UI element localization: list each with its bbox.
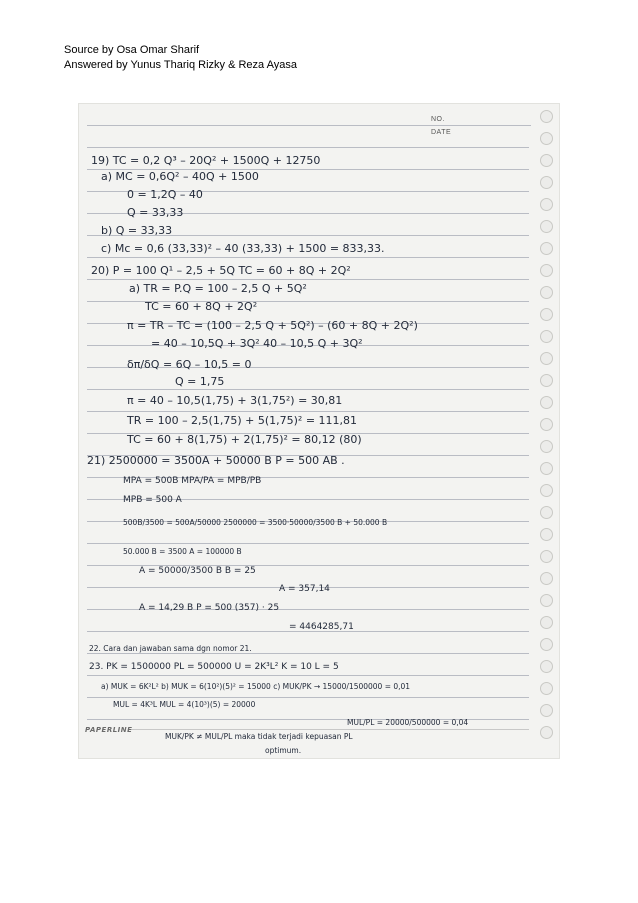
- q20-line-10: TC = 60 + 8(1,75) + 2(1,75)² = 80,12 (80): [127, 433, 362, 446]
- ruled-line: [87, 147, 529, 148]
- binder-hole: [540, 352, 553, 365]
- binder-hole: [540, 550, 553, 563]
- binder-hole: [540, 682, 553, 695]
- notebook-sheet: [78, 103, 560, 759]
- q20-line-1: 20) P = 100 Q¹ – 2,5 + 5Q TC = 60 + 8Q + 2Q²: [91, 264, 351, 277]
- binder-hole: [540, 308, 553, 321]
- source-credit: Source by Osa Omar Sharif: [64, 44, 200, 56]
- q19-line-6: c) Mc = 0,6 (33,33)² – 40 (33,33) + 1500 = 833,33.: [101, 242, 385, 255]
- ruled-line: [87, 257, 529, 258]
- binder-hole: [540, 418, 553, 431]
- binder-hole: [540, 154, 553, 167]
- ruled-line: [87, 279, 529, 280]
- q20-line-8: π = 40 – 10,5(1,75) + 3(1,75²) = 30,81: [127, 394, 343, 407]
- binder-hole: [540, 440, 553, 453]
- binder-hole: [540, 704, 553, 717]
- q19-line-3: 0 = 1,2Q – 40: [127, 188, 203, 201]
- binder-hole: [540, 286, 553, 299]
- binder-hole: [540, 616, 553, 629]
- binder-hole: [540, 330, 553, 343]
- q19-line-5: b) Q = 33,33: [101, 224, 173, 237]
- date-label: DATE: [431, 129, 452, 136]
- no-label: NO.: [431, 116, 445, 123]
- binder-hole: [540, 132, 553, 145]
- binder-hole: [540, 220, 553, 233]
- bottom-rule: [131, 729, 529, 730]
- q20-line-3: TC = 60 + 8Q + 2Q²: [145, 300, 258, 313]
- q21-line-5: 50.000 B = 3500 A = 100000 B: [123, 547, 242, 556]
- q20-line-4: π = TR – TC = (100 – 2,5 Q + 5Q²) – (60 + 8Q + 2Q²): [127, 319, 418, 332]
- ruled-line: [87, 411, 529, 412]
- q23-line-2: a) MUK = 6K²L² b) MUK = 6(10²)(5)² = 15000 c) MUK/PK → 15000/1500000 = 0,01: [101, 682, 411, 691]
- binder-hole: [540, 198, 553, 211]
- q22-line-1: 22. Cara dan jawaban sama dgn nomor 21.: [89, 644, 252, 653]
- binder-hole: [540, 726, 553, 739]
- q21-line-3: MPB = 500 A: [123, 495, 182, 505]
- binder-hole: [540, 506, 553, 519]
- q20-line-7: Q = 1,75: [175, 375, 225, 388]
- q21-line-4: 500B/3500 = 500A/50000 2500000 = 3500·50000/3500 B + 50.000 B: [123, 518, 388, 527]
- ruled-line: [87, 389, 529, 390]
- binder-hole: [540, 484, 553, 497]
- binder-hole: [540, 638, 553, 651]
- q20-line-6: δπ/δQ = 6Q – 10,5 = 0: [127, 358, 252, 371]
- binder-hole: [540, 110, 553, 123]
- q20-line-9: TR = 100 – 2,5(1,75) + 5(1,75)² = 111,81: [127, 414, 358, 427]
- binder-hole: [540, 264, 553, 277]
- q23-line-5: MUK/PK ≠ MUL/PL maka tidak terjadi kepuasan PL: [165, 732, 353, 741]
- q19-line-1: 19) TC = 0,2 Q³ – 20Q² + 1500Q + 12750: [91, 154, 321, 167]
- q20-line-2: a) TR = P.Q = 100 – 2,5 Q + 5Q²: [129, 282, 307, 295]
- q21-line-1: 21) 2500000 = 3500A + 50000 B P = 500 AB .: [87, 454, 345, 467]
- page-header: [64, 43, 297, 73]
- q23-line-3: MUL = 4K³L MUL = 4(10³)(5) = 20000: [113, 700, 256, 709]
- q23-line-1: 23. PK = 1500000 PL = 500000 U = 2K³L² K = 10 L = 5: [89, 662, 339, 672]
- no-line: [451, 125, 531, 126]
- answer-credit: Answered by Yunus Thariq Rizky & Reza Ayasa: [64, 59, 297, 71]
- q23-line-4: MUL/PL = 20000/500000 = 0,04: [347, 718, 469, 727]
- paperline-brand: PAPERLINE: [85, 726, 133, 734]
- q20-line-5: = 40 – 10,5Q + 3Q² 40 – 10,5 Q + 3Q²: [151, 337, 363, 350]
- binder-hole: [540, 572, 553, 585]
- q21-line-9: = 4464285,71: [289, 622, 354, 632]
- binder-hole: [540, 396, 553, 409]
- binder-hole: [540, 462, 553, 475]
- q21-line-6: A = 50000/3500 B B = 25: [139, 566, 256, 576]
- binder-hole: [540, 528, 553, 541]
- q19-line-2: a) MC = 0,6Q² – 40Q + 1500: [101, 170, 259, 183]
- binder-hole: [540, 176, 553, 189]
- binder-hole: [540, 374, 553, 387]
- q21-line-2: MPA = 500B MPA/PA = MPB/PB: [123, 476, 262, 486]
- binder-hole: [540, 660, 553, 673]
- binder-hole: [540, 594, 553, 607]
- q23-line-6: optimum.: [265, 746, 302, 755]
- binder-hole: [540, 242, 553, 255]
- q21-line-7: A = 357,14: [279, 584, 330, 594]
- q19-line-4: Q = 33,33: [127, 206, 184, 219]
- ruled-line: [87, 675, 529, 676]
- q21-line-8: A = 14,29 B P = 500 (357) · 25: [139, 603, 280, 613]
- ruled-line: [87, 543, 529, 544]
